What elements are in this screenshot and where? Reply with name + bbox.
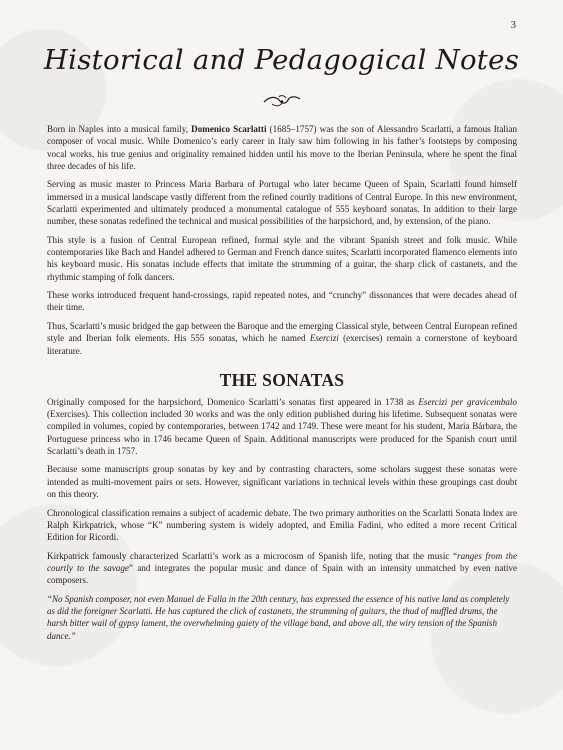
block-quote: “No Spanish composer, not even Manuel de Falla in the 20th century, has expressed the essence of his native land as completely as did the foreigner Scarlatti. He has captured the click of castanets, the strumming of guitars, the thud of muffled drums, the harsh bitter wail of gypsy lament, the overwhelming gaiety of the village band, and above all, the wiry tension of the Spanish dance.” (47, 593, 510, 641)
main-content (47, 123, 517, 648)
sonatas-paragraph-1: Originally composed for the harpsichord, Domenico Scarlatti’s sonatas first appeared in 1738 as Esercizi per gravicembalo (Exercises). This collection included 30 works and was the only edition published during his lifetime. Subsequent sonatas were compiled in volumes, copied by contemporaries, between 1742 and 1749. These were meant for his student, Maria Bárbara, the Portuguese princess who in 1746 became Queen of Spain. Additional manuscripts were produced for the Spanish court until Scarlatti’s death in 1757. (47, 396, 517, 456)
sonatas-paragraph-4: Kirkpatrick famously characterized Scarlatti’s work as a microcosm of Spanish life, noting that the music “ranges from the courtly to the savage” and integrates the popular music and dance of Spain with an intensity unmatched by even native composers. (47, 550, 517, 586)
page-number: 3 (510, 19, 516, 31)
intro-paragraph-3: This style is a fusion of Central European refined, formal style and the vibrant Spanish street and folk music. While contemporaries like Bach and Handel adhered to German and French dance suites, Scarlatti incorporated flamenco elements into his keyboard music. His sonatas include effects that imitate the strumming of a guitar, the sharp click of castanets, and the rhythmic stamping of folk dancers. (47, 234, 517, 282)
intro-paragraph-1: Born in Naples into a musical family, Domenico Scarlatti (1685–1757) was the son of Alessandro Scarlatti, a famous Italian composer of vocal music. While Domenico’s early career in Italy saw him following in his father’s footsteps by composing vocal works, his true genius and originality remained hidden until his move to the Iberian Peninsula, where he spent the final three decades of his life. (47, 124, 517, 171)
section-heading-sonatas: THE SONATAS (219, 369, 345, 390)
intro-paragraph-4: These works introduced frequent hand-crossings, rapid repeated notes, and “crunchy” dissonances that were decades ahead of their time. (47, 290, 517, 313)
page-title: Historical and Pedagogical Notes (43, 44, 520, 76)
flourish-ornament-icon (262, 92, 302, 108)
sonatas-paragraph-3: Chronological classification remains a subject of academic debate. The two primary authorities on the Scarlatti Sonata Index are Ralph Kirkpatrick, whose “K” numbering system is widely adopted, and Emilia Fadini, who edited a more recent Critical Edition for Ricordi. (47, 507, 517, 543)
intro-paragraph-5: Thus, Scarlatti’s music bridged the gap between the Baroque and the emerging Classical style, between Central European refined style and Iberian folk elements. His 555 sonatas, which he named Esercizi (exercises) remain a cornerstone of keyboard literature. (47, 320, 517, 356)
sonatas-paragraph-2: Because some manuscripts group sonatas by key and by contrasting characters, some scholars suggest these sonatas were intended as multi-movement pairs or sets. However, significant variations in technical levels within these groupings cast doubt on this theory. (47, 464, 517, 500)
intro-paragraph-2: Serving as music master to Princess Maria Barbara of Portugal who later became Queen of Spain, Scarlatti found himself immersed in a musical landscape vastly different from the refined courtly traditions of Central Europe. In this new environment, Scarlatti experimented and ultimately produced a monumental catalogue of 555 keyboard sonatas. In addition to their large number, these sonatas redefined the technical and musical possibilities of the harpsichord, and, by extension, of the piano. (47, 179, 517, 227)
composer-name: Domenico Scarlatti (191, 124, 267, 134)
